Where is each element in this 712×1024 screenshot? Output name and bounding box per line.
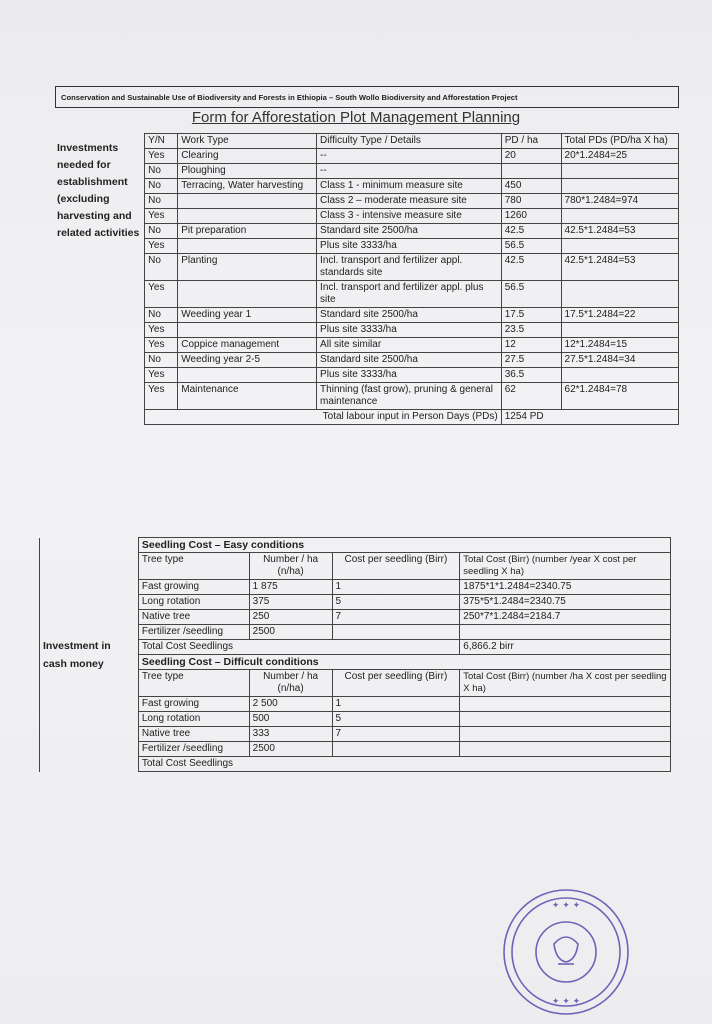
total-pds-cell bbox=[561, 164, 678, 179]
difficulty-cell: All site similar bbox=[317, 338, 502, 353]
difficulty-cell: Standard site 2500/ha bbox=[317, 308, 502, 323]
easy-total: 250*7*1.2484=2184.7 bbox=[460, 610, 671, 625]
pd-ha-cell: 62 bbox=[501, 383, 561, 410]
easy-number: 375 bbox=[249, 595, 332, 610]
easy-cost bbox=[332, 625, 460, 640]
work-type-cell bbox=[178, 239, 317, 254]
easy-total-label: Total Cost Seedlings bbox=[138, 640, 459, 655]
easy-cost: 5 bbox=[332, 595, 460, 610]
col-difficulty: Difficulty Type / Details bbox=[317, 134, 502, 149]
difficulty-cell: Plus site 3333/ha bbox=[317, 368, 502, 383]
difficulty-cell: -- bbox=[317, 149, 502, 164]
yn-cell: No bbox=[145, 164, 178, 179]
yn-cell: Yes bbox=[145, 383, 178, 410]
difficulty-cell: Standard site 2500/ha bbox=[317, 353, 502, 368]
yn-cell: Yes bbox=[145, 323, 178, 338]
work-type-cell: Clearing bbox=[178, 149, 317, 164]
easy-type: Long rotation bbox=[138, 595, 249, 610]
pd-ha-cell: 42.5 bbox=[501, 224, 561, 239]
difficulty-cell: -- bbox=[317, 164, 502, 179]
col-pd-ha: PD / ha bbox=[501, 134, 561, 149]
yn-cell: No bbox=[145, 254, 178, 281]
easy-type: Fast growing bbox=[138, 580, 249, 595]
difficult-type: Long rotation bbox=[138, 712, 249, 727]
labour-row bbox=[55, 338, 679, 353]
labour-row bbox=[55, 281, 679, 308]
yn-cell: No bbox=[145, 194, 178, 209]
total-pds-cell: 780*1.2484=974 bbox=[561, 194, 678, 209]
difficulty-cell: Thinning (fast grow), pruning & general maintenance bbox=[317, 383, 502, 410]
work-type-cell bbox=[178, 323, 317, 338]
labour-row bbox=[55, 224, 679, 239]
pd-ha-cell: 17.5 bbox=[501, 308, 561, 323]
labour-row bbox=[55, 164, 679, 179]
total-pds-cell bbox=[561, 179, 678, 194]
difficulty-cell: Incl. transport and fertilizer appl. plus site bbox=[317, 281, 502, 308]
pd-ha-cell: 23.5 bbox=[501, 323, 561, 338]
total-pds-cell: 42.5*1.2484=53 bbox=[561, 224, 678, 239]
easy-type: Fertilizer /seedling bbox=[138, 625, 249, 640]
total-pds-cell: 20*1.2484=25 bbox=[561, 149, 678, 164]
difficult-total bbox=[460, 727, 671, 742]
official-stamp bbox=[496, 882, 636, 1022]
difficult-col-type: Tree type bbox=[138, 670, 249, 697]
pd-ha-cell: 780 bbox=[501, 194, 561, 209]
easy-number: 250 bbox=[249, 610, 332, 625]
cash-table bbox=[39, 537, 671, 772]
difficulty-cell: Plus site 3333/ha bbox=[317, 323, 502, 338]
yn-cell: No bbox=[145, 179, 178, 194]
work-type-cell bbox=[178, 209, 317, 224]
labour-row bbox=[55, 308, 679, 323]
investments-label: Investments needed for establishment (excluding harvesting and related activities bbox=[57, 141, 140, 239]
difficult-total bbox=[460, 697, 671, 712]
work-type-cell: Pit preparation bbox=[178, 224, 317, 239]
easy-heading: Seedling Cost – Easy conditions bbox=[138, 538, 670, 553]
yn-cell: Yes bbox=[145, 338, 178, 353]
total-pds-cell: 42.5*1.2484=53 bbox=[561, 254, 678, 281]
easy-col-type: Tree type bbox=[138, 553, 249, 580]
total-pds-cell bbox=[561, 323, 678, 338]
labour-row bbox=[55, 353, 679, 368]
yn-cell: Yes bbox=[145, 239, 178, 254]
planning-form bbox=[39, 82, 671, 854]
labour-row bbox=[55, 194, 679, 209]
pd-ha-cell: 36.5 bbox=[501, 368, 561, 383]
pd-ha-cell bbox=[501, 164, 561, 179]
difficult-col-total: Total Cost (Birr) (number /ha X cost per seedling X ha) bbox=[460, 670, 671, 697]
labour-row bbox=[55, 209, 679, 224]
yn-cell: No bbox=[145, 308, 178, 323]
work-type-cell bbox=[178, 194, 317, 209]
yn-cell: Yes bbox=[145, 281, 178, 308]
difficulty-cell: Class 2 – moderate measure site bbox=[317, 194, 502, 209]
difficulty-cell: Plus site 3333/ha bbox=[317, 239, 502, 254]
col-work-type: Work Type bbox=[178, 134, 317, 149]
labour-total-row bbox=[55, 410, 679, 425]
easy-total-value: 6,866.2 birr bbox=[460, 640, 671, 655]
total-pds-cell: 62*1.2484=78 bbox=[561, 383, 678, 410]
total-pds-cell bbox=[561, 239, 678, 254]
easy-col-total: Total Cost (Birr) (number /year X cost per seedling X ha) bbox=[460, 553, 671, 580]
difficult-total bbox=[460, 712, 671, 727]
difficult-number: 333 bbox=[249, 727, 332, 742]
easy-number: 2500 bbox=[249, 625, 332, 640]
pd-ha-cell: 450 bbox=[501, 179, 561, 194]
difficulty-cell: Incl. transport and fertilizer appl. standards site bbox=[317, 254, 502, 281]
labour-row bbox=[55, 239, 679, 254]
pd-ha-cell: 1260 bbox=[501, 209, 561, 224]
difficult-total bbox=[460, 742, 671, 757]
work-type-cell: Weeding year 2-5 bbox=[178, 353, 317, 368]
labour-row bbox=[55, 149, 679, 164]
pd-ha-cell: 56.5 bbox=[501, 281, 561, 308]
easy-col-number: Number / ha (n/ha) bbox=[249, 553, 332, 580]
svg-text:✦ ✦ ✦: ✦ ✦ ✦ bbox=[551, 997, 581, 1007]
yn-cell: Yes bbox=[145, 149, 178, 164]
easy-col-cost: Cost per seedling (Birr) bbox=[332, 553, 460, 580]
easy-total bbox=[460, 625, 671, 640]
total-pds-cell: 12*1.2484=15 bbox=[561, 338, 678, 353]
difficult-number: 2500 bbox=[249, 742, 332, 757]
pd-ha-cell: 20 bbox=[501, 149, 561, 164]
difficult-cost: 7 bbox=[332, 727, 460, 742]
yn-cell: Yes bbox=[145, 209, 178, 224]
form-title: Form for Afforestation Plot Management Planning bbox=[191, 109, 521, 126]
svg-text:✦ ✦ ✦: ✦ ✦ ✦ bbox=[551, 901, 581, 911]
difficult-total-label: Total Cost Seedlings bbox=[138, 757, 670, 772]
difficult-type: Fertilizer /seedling bbox=[138, 742, 249, 757]
work-type-cell bbox=[178, 281, 317, 308]
difficulty-cell: Standard site 2500/ha bbox=[317, 224, 502, 239]
difficult-type: Native tree bbox=[138, 727, 249, 742]
yn-cell: No bbox=[145, 224, 178, 239]
labour-row bbox=[55, 368, 679, 383]
difficult-cost: 1 bbox=[332, 697, 460, 712]
easy-type: Native tree bbox=[138, 610, 249, 625]
difficult-cost bbox=[332, 742, 460, 757]
col-yn: Y/N bbox=[145, 134, 178, 149]
pd-ha-cell: 12 bbox=[501, 338, 561, 353]
cash-label-text: Investment in cash money bbox=[43, 639, 111, 670]
difficult-number: 500 bbox=[249, 712, 332, 727]
total-pds-cell: 17.5*1.2484=22 bbox=[561, 308, 678, 323]
work-type-cell: Planting bbox=[178, 254, 317, 281]
work-type-cell: Coppice management bbox=[178, 338, 317, 353]
yn-cell: Yes bbox=[145, 368, 178, 383]
pd-ha-cell: 27.5 bbox=[501, 353, 561, 368]
difficult-cost: 5 bbox=[332, 712, 460, 727]
cash-label bbox=[40, 538, 139, 772]
easy-number: 1 875 bbox=[249, 580, 332, 595]
total-labour-label: Total labour input in Person Days (PDs) bbox=[145, 410, 502, 425]
easy-total: 1875*1*1.2484=2340.75 bbox=[460, 580, 671, 595]
labour-row bbox=[55, 323, 679, 338]
total-pds-cell: 27.5*1.2484=34 bbox=[561, 353, 678, 368]
work-type-cell: Ploughing bbox=[178, 164, 317, 179]
difficulty-cell: Class 3 - intensive measure site bbox=[317, 209, 502, 224]
labour-row bbox=[55, 179, 679, 194]
labour-table bbox=[55, 133, 679, 425]
difficult-heading: Seedling Cost – Difficult conditions bbox=[138, 655, 670, 670]
project-header: Conservation and Sustainable Use of Biodiversity and Forests in Ethiopia – South Wollo Biodiversity and Afforestation Project bbox=[55, 86, 679, 108]
easy-total: 375*5*1.2484=2340.75 bbox=[460, 595, 671, 610]
pd-ha-cell: 42.5 bbox=[501, 254, 561, 281]
easy-cost: 7 bbox=[332, 610, 460, 625]
easy-cost: 1 bbox=[332, 580, 460, 595]
work-type-cell: Weeding year 1 bbox=[178, 308, 317, 323]
pd-ha-cell: 56.5 bbox=[501, 239, 561, 254]
col-total-pds: Total PDs (PD/ha X ha) bbox=[561, 134, 678, 149]
total-pds-cell bbox=[561, 368, 678, 383]
difficult-type: Fast growing bbox=[138, 697, 249, 712]
work-type-cell bbox=[178, 368, 317, 383]
total-labour-value: 1254 PD bbox=[501, 410, 678, 425]
difficult-number: 2 500 bbox=[249, 697, 332, 712]
difficult-col-number: Number / ha (n/ha) bbox=[249, 670, 332, 697]
work-type-cell: Maintenance bbox=[178, 383, 317, 410]
difficulty-cell: Class 1 - minimum measure site bbox=[317, 179, 502, 194]
easy-heading-row bbox=[40, 538, 671, 553]
work-type-cell: Terracing, Water harvesting bbox=[178, 179, 317, 194]
labour-header-row bbox=[55, 134, 679, 149]
labour-row bbox=[55, 383, 679, 410]
labour-row bbox=[55, 254, 679, 281]
difficult-col-cost: Cost per seedling (Birr) bbox=[332, 670, 460, 697]
total-pds-cell bbox=[561, 281, 678, 308]
yn-cell: No bbox=[145, 353, 178, 368]
total-pds-cell bbox=[561, 209, 678, 224]
